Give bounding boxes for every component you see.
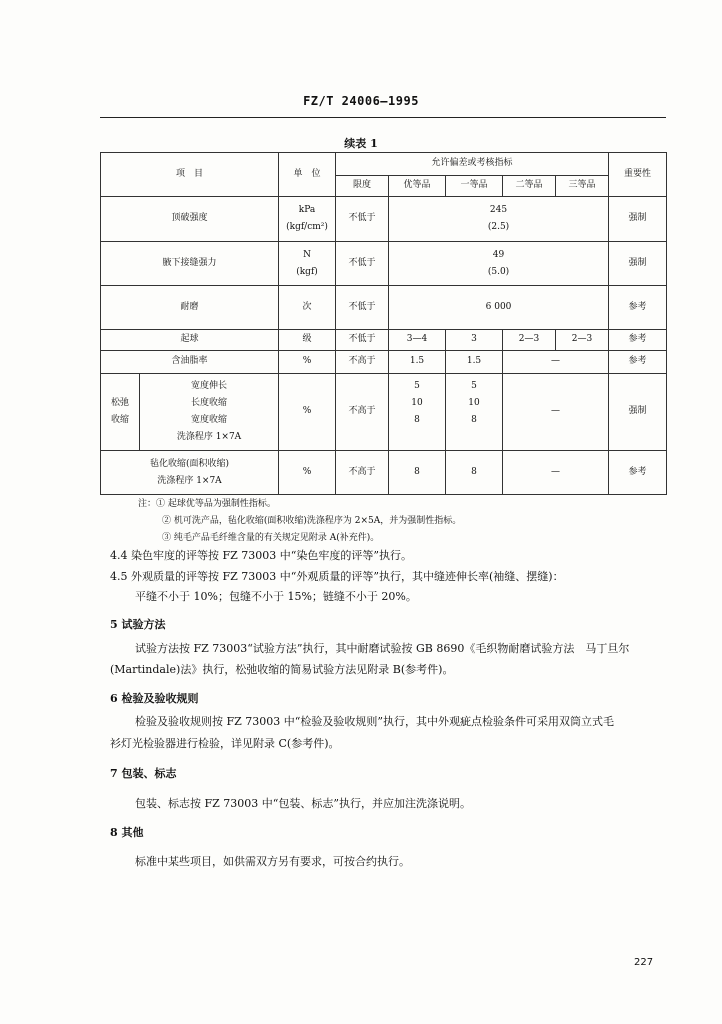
row-limit: 不低于	[336, 330, 389, 351]
table-row	[101, 197, 667, 242]
row-rest: —	[503, 451, 609, 495]
page-number: 227	[634, 957, 654, 968]
row-excellent: 8	[389, 451, 446, 495]
row-importance: 强制	[609, 197, 667, 242]
header-item: 项 目	[101, 153, 279, 197]
row-excellent: 5 10 8	[389, 374, 446, 451]
table-row	[101, 374, 667, 451]
row-unit: %	[279, 451, 336, 495]
note-1: 注：① 起球优等品为强制性指标。	[138, 499, 276, 509]
section-6-line-1: 检验及验收规则按 FZ 73003 中“检验及验收规则”执行，其中外观疵点检验条件可采用双筒立式毛	[135, 715, 615, 728]
row-limit: 不高于	[336, 351, 389, 374]
row-importance: 参考	[609, 451, 667, 495]
row-group-label: 松弛 收缩	[101, 374, 140, 451]
row-first: 5 10 8	[446, 374, 503, 451]
row-limit: 不低于	[336, 242, 389, 286]
section-7-line-1: 包装、标志按 FZ 73003 中“包装、标志”执行，并应加注洗涤说明。	[135, 797, 472, 810]
clause-4-5: 4.5 外观质量的评等按 FZ 73003 中“外观质量的评等”执行，其中缝迹伸长率(袖缝、摆缝)：	[110, 570, 564, 583]
header-unit: 单 位	[279, 153, 336, 197]
section-5-title: 5 试验方法	[110, 618, 166, 631]
row-importance: 参考	[609, 286, 667, 330]
section-6-line-2: 衫灯光检验器进行检验，详见附录 C(参考件)。	[110, 737, 340, 750]
row-unit: %	[279, 374, 336, 451]
header-rule	[100, 117, 666, 118]
row-excellent: 1.5	[389, 351, 446, 374]
row-first: 3	[446, 330, 503, 351]
row-second: 2—3	[503, 330, 556, 351]
row-rest: —	[503, 374, 609, 451]
note-3: ③ 纯毛产品毛纤维含量的有关规定见附录 A(补充件)。	[162, 533, 380, 543]
header-group: 允许偏差或考核指标	[336, 153, 609, 176]
table-caption: 续表 1	[344, 137, 378, 150]
section-8-title: 8 其他	[110, 826, 144, 839]
row-importance: 参考	[609, 330, 667, 351]
table-row	[101, 330, 667, 351]
row-importance: 强制	[609, 242, 667, 286]
row-value: 49 (5.0)	[389, 242, 609, 286]
row-excellent: 3—4	[389, 330, 446, 351]
section-8-line-1: 标准中某些项目，如供需双方另有要求，可按合约执行。	[135, 855, 410, 868]
section-6-title: 6 检验及验收规则	[110, 692, 199, 705]
row-subitems: 宽度伸长 长度收缩 宽度收缩 洗涤程序 1×7A	[140, 374, 279, 451]
header-grade-first: 一等品	[446, 176, 503, 197]
clause-4-4: 4.4 染色牢度的评等按 FZ 73003 中“染色牢度的评等”执行。	[110, 549, 412, 562]
row-first: 1.5	[446, 351, 503, 374]
row-limit: 不低于	[336, 286, 389, 330]
table-notes	[138, 496, 461, 547]
row-value: 245 (2.5)	[389, 197, 609, 242]
row-value: 6 000	[389, 286, 609, 330]
header-grade-excellent: 优等品	[389, 176, 446, 197]
row-limit: 不高于	[336, 374, 389, 451]
row-importance: 参考	[609, 351, 667, 374]
table-header-row	[101, 153, 667, 176]
row-importance: 强制	[609, 374, 667, 451]
header-limit: 限度	[336, 176, 389, 197]
table-row	[101, 286, 667, 330]
note-2: ② 机可洗产品，毡化收缩(面积收缩)洗涤程序为 2×5A，并为强制性指标。	[162, 516, 462, 526]
table-row	[101, 242, 667, 286]
row-limit: 不低于	[336, 197, 389, 242]
row-item: 耐磨	[101, 286, 279, 330]
header-grade-second: 二等品	[503, 176, 556, 197]
row-limit: 不高于	[336, 451, 389, 495]
header-grade-third: 三等品	[556, 176, 609, 197]
standard-number: FZ/T 24006—1995	[303, 94, 419, 108]
clause-4-5-cont: 平缝不小于 10%；包缝不小于 15%；链缝不小于 20%。	[135, 590, 417, 603]
row-unit: kPa (kgf/cm²)	[279, 197, 336, 242]
row-third: 2—3	[556, 330, 609, 351]
section-5-line-2: (Martindale)法》执行，松弛收缩的简易试验方法见附录 B(参考件)。	[110, 663, 454, 676]
row-unit: %	[279, 351, 336, 374]
row-item: 起球	[101, 330, 279, 351]
row-unit: 级	[279, 330, 336, 351]
row-rest: —	[503, 351, 609, 374]
row-first: 8	[446, 451, 503, 495]
table-row	[101, 351, 667, 374]
section-7-title: 7 包装、标志	[110, 767, 177, 780]
row-item: 含油脂率	[101, 351, 279, 374]
section-5-line-1: 试验方法按 FZ 73003“试验方法”执行，其中耐磨试验按 GB 8690《毛织物耐磨试验方法 马丁旦尔	[135, 642, 630, 655]
spec-table	[100, 152, 667, 495]
row-unit: N (kgf)	[279, 242, 336, 286]
table-row	[101, 451, 667, 495]
row-item: 顶破强度	[101, 197, 279, 242]
row-item: 腋下接缝强力	[101, 242, 279, 286]
header-importance: 重要性	[609, 153, 667, 197]
row-item: 毡化收缩(面积收缩) 洗涤程序 1×7A	[101, 451, 279, 495]
row-unit: 次	[279, 286, 336, 330]
